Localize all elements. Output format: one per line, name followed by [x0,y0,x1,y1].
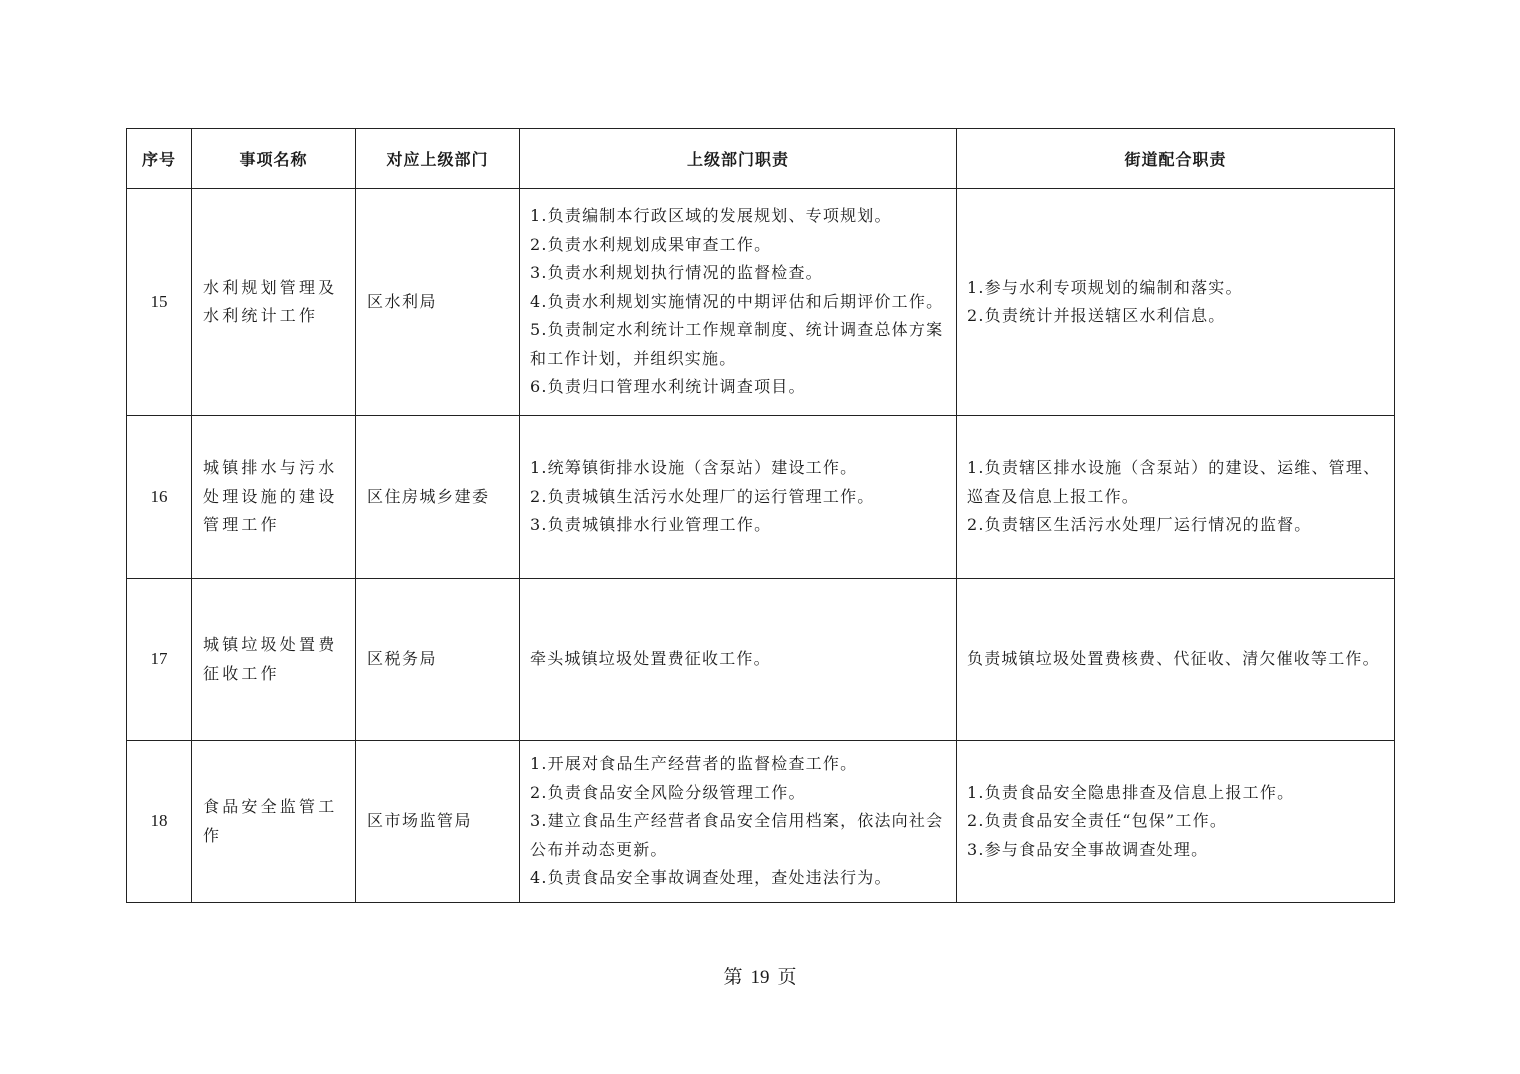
header-seq: 序号 [127,129,192,189]
duty-line: 3.建立食品生产经营者食品安全信用档案，依法向社会公布并动态更新。 [530,811,944,859]
page-footer [0,962,1520,989]
duty-line: 4.负责水利规划实施情况的中期评估和后期评价工作。 [530,291,944,311]
duty-line: 1.参与水利专项规划的编制和落实。 [967,277,1243,297]
table-row [127,416,1395,579]
row-upper-duties [520,741,957,903]
table-row [127,741,1395,903]
duty-line: 3.参与食品安全事故调查处理。 [967,839,1209,859]
row-item-name: 城镇排水与污水处理设施的建设管理工作 [192,416,356,579]
header-upper-dept: 对应上级部门 [356,129,520,189]
page-number-suffix: 页 [777,967,797,988]
table-row [127,189,1395,416]
row-upper-dept: 区住房城乡建委 [356,416,520,579]
duty-line: 1.负责辖区排水设施（含泵站）的建设、运维、管理、巡查及信息上报工作。 [967,458,1381,506]
row-upper-duties [520,189,957,416]
duty-line: 2.负责食品安全责任“包保”工作。 [967,811,1228,831]
duty-line: 3.负责水利规划执行情况的监督检查。 [530,263,823,283]
duty-line: 4.负责食品安全事故调查处理，查处违法行为。 [530,868,892,888]
row-seq: 16 [127,416,192,579]
duty-line: 负责城镇垃圾处置费核费、代征收、清欠催收等工作。 [967,649,1380,669]
duty-line: 1.开展对食品生产经营者的监督检查工作。 [530,754,858,774]
duty-line: 3.负责城镇排水行业管理工作。 [530,515,772,535]
row-street-duties [957,189,1395,416]
duty-line: 2.负责城镇生活污水处理厂的运行管理工作。 [530,486,875,506]
table-header-row [127,129,1395,189]
duty-line: 5.负责制定水利统计工作规章制度、统计调查总体方案和工作计划，并组织实施。 [530,320,944,368]
row-item-name: 食品安全监管工作 [192,741,356,903]
duty-line: 6.负责归口管理水利统计调查项目。 [530,377,806,397]
row-street-duties [957,416,1395,579]
row-street-duties [957,741,1395,903]
header-item-name: 事项名称 [192,129,356,189]
duty-line: 1.负责食品安全隐患排查及信息上报工作。 [967,782,1295,802]
table-row [127,579,1395,741]
duty-line: 1.负责编制本行政区域的发展规划、专项规划。 [530,206,892,226]
duty-line: 2.负责统计并报送辖区水利信息。 [967,306,1226,325]
row-seq: 15 [127,189,192,416]
duty-line: 2.负责辖区生活污水处理厂运行情况的监督。 [967,515,1312,535]
row-item-name: 城镇垃圾处置费征收工作 [192,579,356,741]
row-upper-duties [520,579,957,741]
duty-line: 2.负责水利规划成果审查工作。 [530,234,772,254]
duty-table [126,128,1395,903]
page-number: 19 [750,967,770,988]
row-upper-duties [520,416,957,579]
duty-line: 牵头城镇垃圾处置费征收工作。 [530,649,771,669]
row-upper-dept: 区市场监管局 [356,741,520,903]
duty-line: 1.统筹镇街排水设施（含泵站）建设工作。 [530,458,858,478]
header-street-duties: 街道配合职责 [957,129,1395,189]
row-seq: 18 [127,741,192,903]
page-number-prefix: 第 [723,967,743,988]
row-upper-dept: 区税务局 [356,579,520,741]
duty-line: 2.负责食品安全风险分级管理工作。 [530,782,806,802]
header-upper-duties: 上级部门职责 [520,129,957,189]
row-street-duties [957,579,1395,741]
row-item-name: 水利规划管理及水利统计工作 [192,189,356,416]
row-upper-dept: 区水利局 [356,189,520,416]
row-seq: 17 [127,579,192,741]
